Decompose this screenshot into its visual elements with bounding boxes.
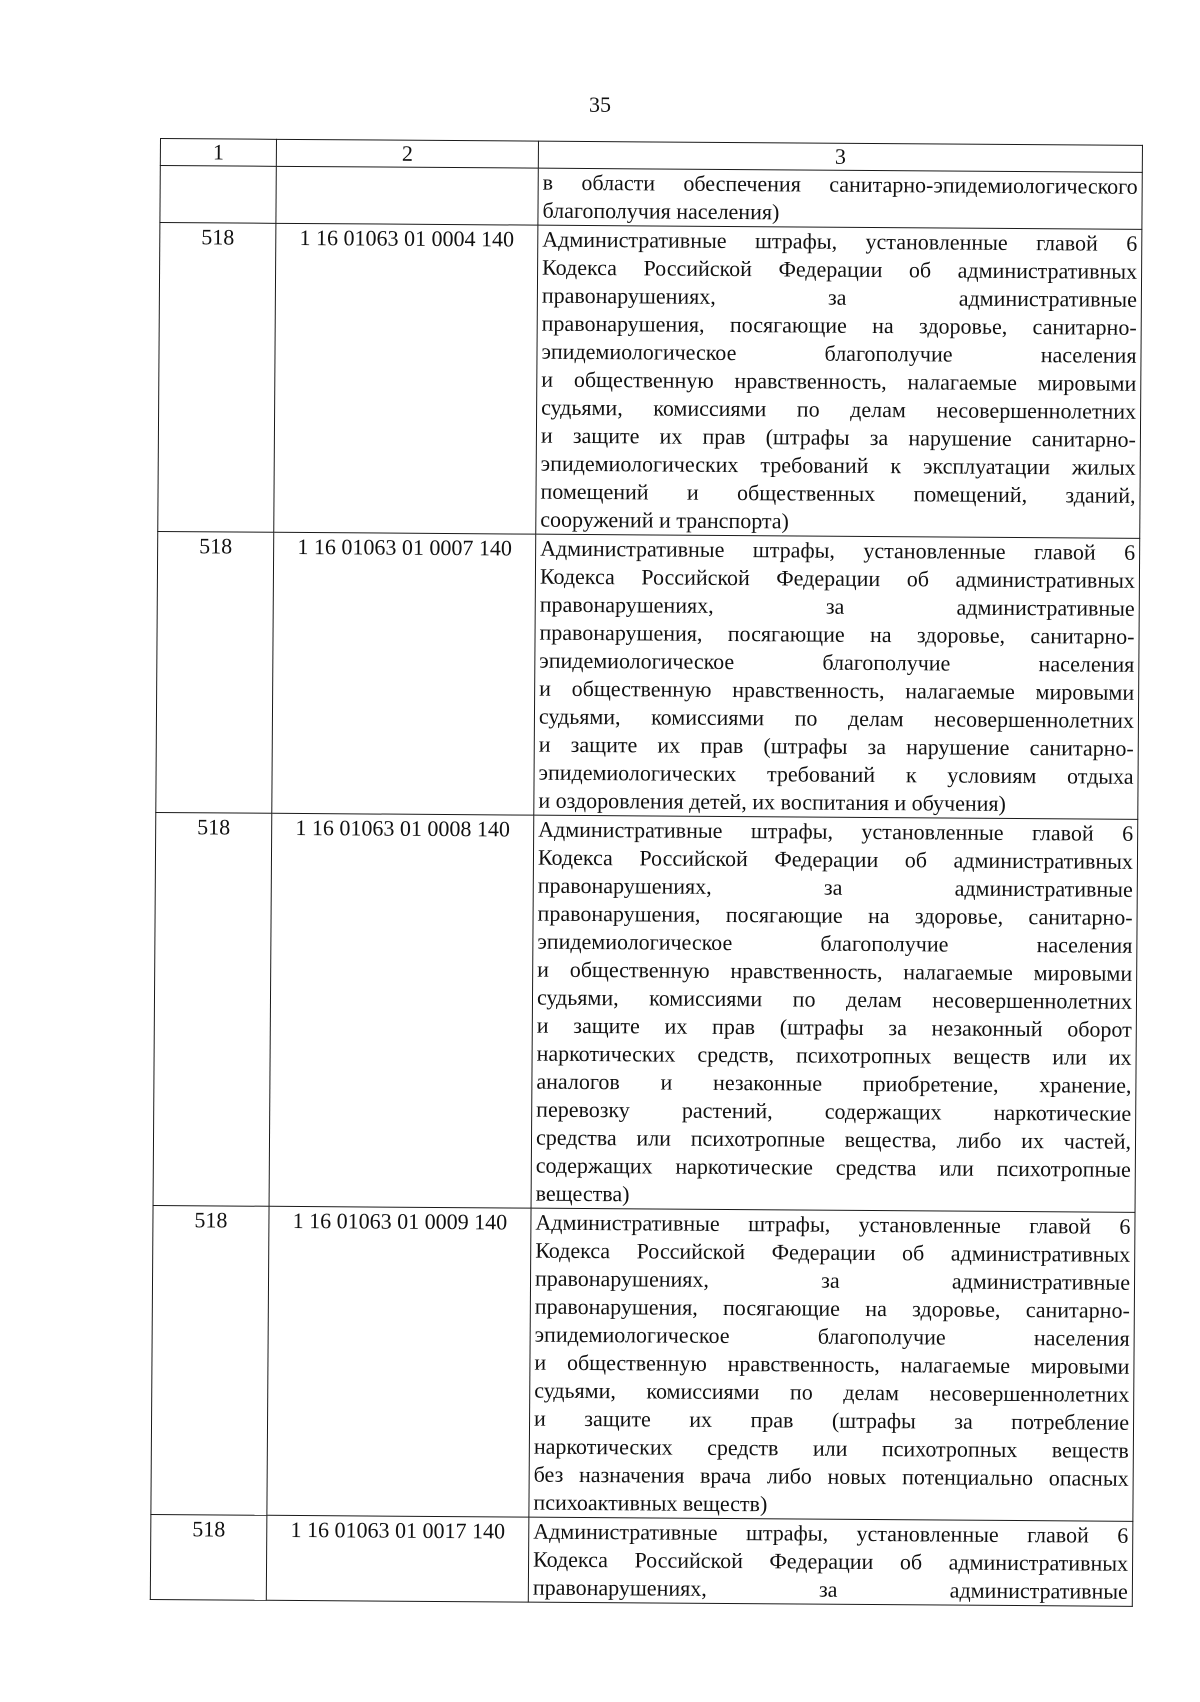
budget-classification-code-cell: 1 16 01063 01 0008 140: [269, 813, 534, 1208]
description-line: и защите их прав (штрафы за нарушение санитарно-: [540, 422, 1137, 452]
admin-code-cell: 518: [158, 223, 276, 533]
table-row: [153, 812, 1138, 1212]
code-cell: [276, 166, 538, 225]
description-cell: [536, 225, 1142, 538]
description-line: правонарушениях, за административные: [541, 282, 1137, 312]
budget-classification-code-cell: 1 16 01063 01 0009 140: [267, 1206, 531, 1517]
budget-classification-code-cell: 1 16 01063 01 0007 140: [272, 532, 536, 815]
table-row: [156, 531, 1140, 819]
description-line: и общественную нравственность, налагаемые мировыми: [541, 366, 1137, 396]
description-line: правонарушениях, за административные: [532, 1574, 1128, 1604]
description-line: судьями, комиссиями по делам несовершеннолетних: [534, 1377, 1130, 1407]
description-line: и общественную нравственность, налагаемые мировыми: [537, 956, 1133, 986]
description-line: Кодекса Российской Федерации об административных: [542, 254, 1138, 284]
description-line: правонарушениях, за административные: [537, 872, 1133, 902]
description-line: и общественную нравственность, налагаемые мировыми: [534, 1349, 1130, 1379]
description-cell: [531, 815, 1138, 1212]
description-line: Кодекса Российской Федерации об административных: [539, 563, 1136, 593]
description-line: правонарушениях, за административные: [534, 1265, 1131, 1295]
description-line: правонарушения, посягающие на здоровье, санитарно-: [537, 900, 1133, 930]
budget-classification-code-cell: 1 16 01063 01 0004 140: [274, 223, 538, 534]
table-row: [151, 1205, 1135, 1521]
description-line: вещества): [535, 1180, 630, 1207]
description-line: эпидемиологическое благополучие населения: [534, 1321, 1130, 1351]
description-line: правонарушения, посягающие на здоровье, санитарно-: [539, 619, 1135, 649]
description-line: наркотических средств или психотропных веществ: [533, 1433, 1129, 1463]
description-cell: [534, 534, 1140, 819]
description-line: Кодекса Российской Федерации об административных: [535, 1237, 1131, 1267]
budget-codes-table: [150, 138, 1143, 1607]
description-line: перевозку растений, содержащих наркотические: [536, 1096, 1132, 1126]
budget-classification-code-cell: 1 16 01063 01 0017 140: [266, 1515, 529, 1602]
table-row-continuation: [160, 166, 1142, 230]
description-line: судьями, комиссиями по делам несовершеннолетних: [541, 394, 1137, 424]
description-line: правонарушения, посягающие на здоровье, санитарно-: [541, 310, 1137, 340]
description-line: помещений и общественных помещений, зданий,: [540, 478, 1136, 508]
description-line: в области обеспечения санитарно-эпидемиологического: [542, 169, 1138, 199]
description-line: сооружений и транспорта): [540, 506, 790, 534]
description-line: содержащих наркотические средства или психотропные: [535, 1152, 1131, 1182]
description-line: Административные штрафы, установленные главой 6: [540, 535, 1136, 565]
header-col-1: 1: [160, 139, 276, 167]
table-row: [158, 223, 1142, 539]
description-line: без назначения врача либо новых потенциально опасных: [533, 1461, 1129, 1491]
description-line: психоактивных веществ): [533, 1489, 768, 1517]
description-line: Кодекса Российской Федерации об административных: [537, 844, 1134, 874]
table-row: [150, 1514, 1133, 1606]
description-line: средства или психотропные вещества, либо их частей,: [535, 1124, 1132, 1154]
description-line: эпидемиологических требований к условиям отдыха: [538, 759, 1134, 789]
description-line: эпидемиологическое благополучие населения: [539, 647, 1135, 677]
description-line: эпидемиологических требований к эксплуатации жилых: [540, 450, 1136, 480]
description-line: и защите их прав (штрафы за потребление: [533, 1405, 1130, 1435]
header-col-3: 3: [538, 141, 1142, 172]
description-line: Кодекса Российской Федерации об административных: [533, 1546, 1129, 1576]
description-line: эпидемиологическое благополучие населения: [541, 338, 1137, 368]
description-line: правонарушения, посягающие на здоровье, санитарно-: [534, 1293, 1130, 1323]
description-line: и защите их прав (штрафы за незаконный оборот: [536, 1012, 1132, 1042]
description-line: и защите их прав (штрафы за нарушение санитарно-: [538, 731, 1134, 761]
description-line: Административные штрафы, установленные главой 6: [538, 816, 1134, 846]
description-line: судьями, комиссиями по делам несовершеннолетних: [538, 703, 1135, 733]
page-number: 35: [589, 92, 611, 117]
admin-code-cell: 518: [150, 1514, 267, 1600]
description-cell: [538, 168, 1142, 229]
admin-code-cell: 518: [156, 531, 274, 813]
description-line: судьями, комиссиями по делам несовершеннолетних: [536, 984, 1133, 1014]
description-line: аналогов и незаконные приобретение, хранение,: [536, 1068, 1132, 1098]
description-line: и оздоровления детей, их воспитания и обучения): [538, 787, 1006, 816]
admin-cell: [160, 166, 276, 224]
description-line: правонарушениях, за административные: [539, 591, 1135, 621]
description-line: Административные штрафы, установленные главой 6: [533, 1518, 1129, 1548]
description-line: наркотических средств, психотропных веществ или их: [536, 1040, 1132, 1070]
description-cell: [528, 1517, 1133, 1606]
description-cell: [529, 1208, 1135, 1521]
admin-code-cell: 518: [151, 1205, 269, 1515]
header-col-2: 2: [276, 139, 538, 168]
description-line: Административные штрафы, установленные главой 6: [542, 226, 1138, 256]
description-line: благополучия населения): [542, 197, 780, 225]
description-line: и общественную нравственность, налагаемые мировыми: [539, 675, 1135, 705]
description-line: эпидемиологическое благополучие населения: [537, 928, 1133, 958]
description-line: Административные штрафы, установленные главой 6: [535, 1209, 1131, 1239]
admin-code-cell: 518: [153, 812, 272, 1206]
